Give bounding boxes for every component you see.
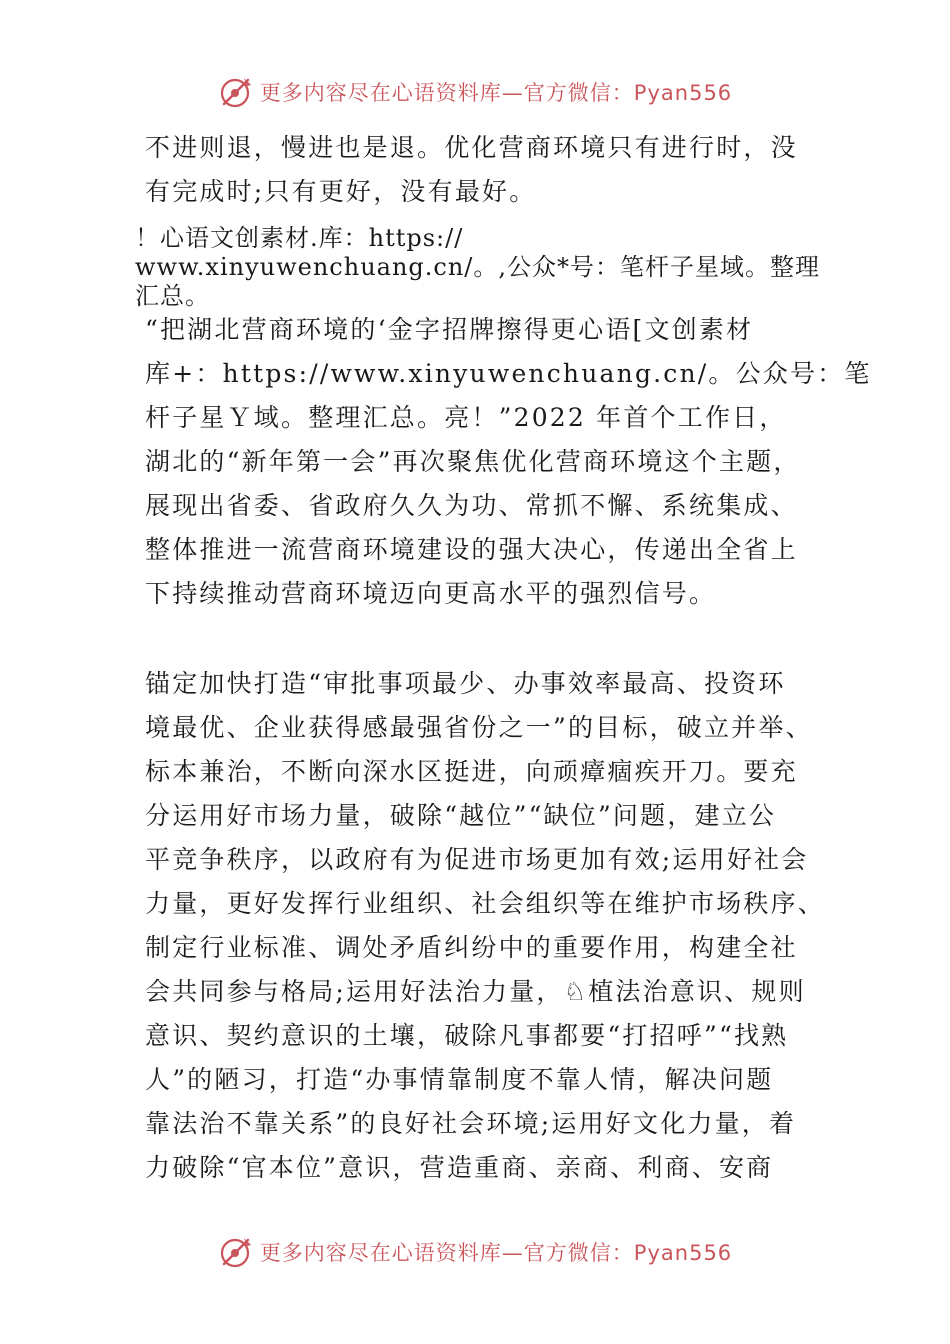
paragraph-line: 力破除“官本位”意识，营造重商、亲商、利商、安商 [145,1153,774,1182]
paragraph-line: 库+：https://www.xinyuwenchuang.cn/。公众号：笔 [145,359,872,388]
pen-logo-icon [218,74,254,110]
paragraph-2 [135,224,820,311]
paragraph-line: 湖北的“新年第一会”再次聚焦优化营商环境这个主题， [145,447,801,476]
paragraph-line: 展现出省委、省政府久久为功、常抓不懈、系统集成、 [145,491,798,520]
pen-logo-icon [218,1234,254,1270]
paragraph-line: www.xinyuwenchuang.cn/。,公众*号：笔杆子星域。整理 [135,253,821,281]
paragraph-3 [145,308,872,616]
paragraph-line: 标本兼治，不断向深水区挺进，向顽瘴痼疾开刀。要充 [145,757,798,786]
paragraph-line: 整体推进一流营商环境建设的强大决心，传递出全省上 [145,535,798,564]
paragraph-line: 力量，更好发挥行业组织、社会组织等在维护市场秩序、 [145,889,826,918]
paragraph-line: 境最优、企业获得感最强省份之一”的目标，破立并举、 [145,713,813,742]
paragraph-line: 有完成时;只有更好，没有最好。 [145,177,537,206]
paragraph-line: 人”的陋习，打造“办事情靠制度不靠人情，解决问题 [145,1065,774,1094]
paragraph-line: 平竞争秩序，以政府有为促进市场更加有效;运用好社会 [145,845,809,874]
paragraph-4 [145,662,825,1190]
paragraph-line: 不进则退，慢进也是退。优化营商环境只有进行时，没 [145,133,798,162]
paragraph-line: 汇总。 [135,282,210,310]
paragraph-line: 制定行业标准、调处矛盾纠纷中的重要作用，构建全社 [145,933,798,962]
paragraph-line: 锚定加快打造“审批事项最少、办事效率最高、投资环 [145,669,786,698]
paragraph-line: 分运用好市场力量，破除“越位”“缺位”问题，建立公 [145,801,777,830]
paragraph-line: 会共同参与格局;运用好法治力量，♘植法治意识、规则 [145,977,806,1006]
footer-watermark-banner [0,1230,950,1274]
paragraph-1 [145,126,798,214]
paragraph-line: 靠法治不靠关系”的良好社会环境;运用好文化力量，着 [145,1109,797,1138]
header-watermark-banner [0,70,950,114]
header-watermark-text: 更多内容尽在心语资料库—官方微信：Pyan556 [259,81,733,105]
paragraph-line: 意识、契约意识的土壤，破除凡事都要“打招呼”“找熟 [145,1021,789,1050]
paragraph-line: 下持续推动营商环境迈向更高水平的强烈信号。 [145,579,717,608]
paragraph-line: “把湖北营商环境的‘金字招牌擦得更心语[文创素材 [145,315,754,344]
footer-watermark-text: 更多内容尽在心语资料库—官方微信：Pyan556 [259,1241,733,1265]
paragraph-line: ！心语文创素材.库：https:// [135,224,464,252]
paragraph-line: 杆子星Ｙ域。整理汇总。亮！”2022 年首个工作日， [145,403,787,432]
